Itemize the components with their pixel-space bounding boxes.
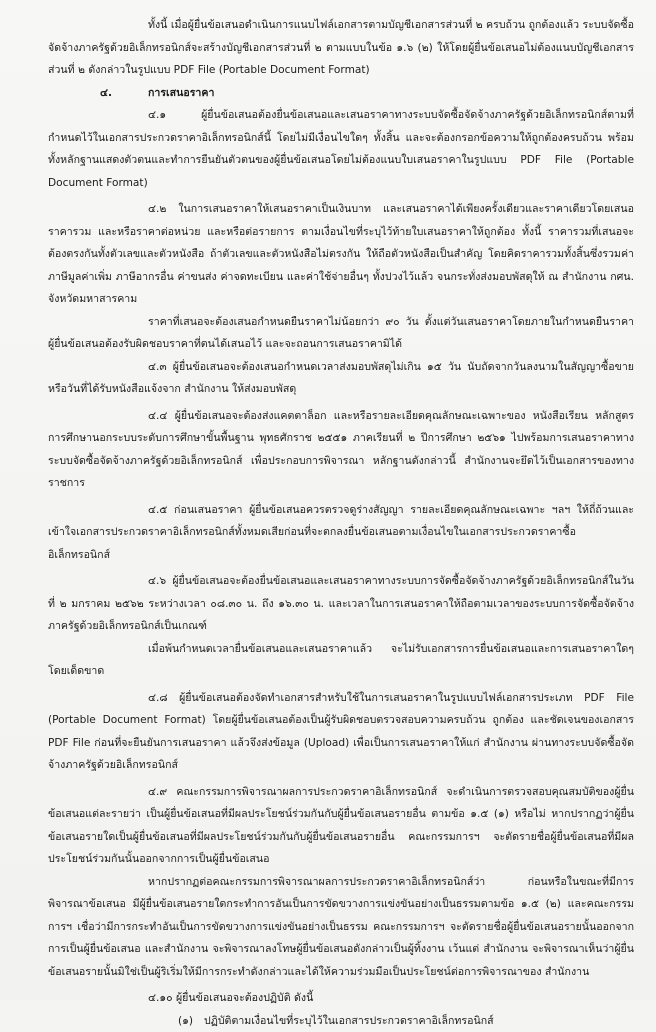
sub-item-1	[48, 1010, 634, 1032]
section-number: ๔.	[100, 82, 148, 105]
sub-item-number: (๑)	[178, 1010, 204, 1032]
paragraph-4-6-deadline: เมื่อพ้นกำหนดเวลายื่นข้อเสนอและเสนอราคาแล้ว จะไม่รับเอกสารการยื่นข้อเสนอและการเสนอราคาใดๆ โดยเด็ดขาด	[48, 638, 634, 683]
section-title: การเสนอราคา	[148, 87, 214, 99]
paragraph-4-9: ๔.๙ คณะกรรมการพิจารณาผลการประกวดราคาอิเล็กทรอนิกส์ จะดำเนินการตรวจสอบคุณสมบัติของผู้ยื่นข้อเสนอแต่ละรายว่า เป็นผู้ยื่นข้อเสนอที่มีผลประโยชน์ร่วมกันกับผู้ยื่นข้อเสนอรายอื่น ตามข้อ ๑.๕ (๑) หรือไม่ หากปรากฏว่าผู้ยื่นข้อเสนอรายใดเป็นผู้ยื่นข้อเสนอที่มีผลประโยชน์ร่วมกันกับผู้ยื่นข้อเสนอรายอื่น คณะกรรมการฯ จะตัดรายชื่อผู้ยื่นข้อเสนอที่มีผลประโยชน์ร่วมกันนั้นออกจากการเป็นผู้ยื่นข้อเสนอ	[48, 781, 634, 871]
intro-paragraph: ทั้งนี้ เมื่อผู้ยื่นข้อเสนอดำเนินการแนบไฟล์เอกสารตามบัญชีเอกสารส่วนที่ ๒ ครบถ้วน ถูกต้องแล้ว ระบบจัดซื้อจัดจ้างภาครัฐด้วยอิเล็กทรอนิกส์จะสร้างบัญชีเอกสารส่วนที่ ๒ ตามแบบในข้อ ๑.๖ (๒) ให้โดยผู้ยื่นข้อเสนอไม่ต้องแนบบัญชีเอกสารส่วนที่ ๒ ดังกล่าวในรูปแบบ PDF File (Portable Document Format)	[48, 14, 634, 82]
paragraph-4-4: ๔.๔ ผู้ยื่นข้อเสนอจะต้องส่งแคตตาล็อก และหรือรายละเอียดคุณลักษณะเฉพาะของ หนังสือเรียน หลักสูตรการศึกษานอกระบบระดับการศึกษาขั้นพื้นฐาน พุทธศักราช ๒๕๕๑ ภาคเรียนที่ ๒ ปีการศึกษา ๒๕๖๑ ไปพร้อมการเสนอราคาทางระบบจัดซื้อจัดจ้างภาครัฐด้วยอิเล็กทรอนิกส์ เพื่อประกอบการพิจารณา หลักฐานดังกล่าวนี้ สำนักงานจะยึดไว้เป็นเอกสารของทางราชการ	[48, 405, 634, 495]
section-heading	[48, 82, 634, 105]
paragraph-4-2-price-validity: ราคาที่เสนอจะต้องเสนอกำหนดยืนราคาไม่น้อยกว่า ๙๐ วัน ตั้งแต่วันเสนอราคาโดยภายในกำหนดยืนราคา ผู้ยื่นข้อเสนอต้องรับผิดชอบราคาที่ตนได้เสนอไว้ และจะถอนการเสนอราคามิได้	[48, 311, 634, 356]
sub-item-text: ปฏิบัติตามเงื่อนไขที่ระบุไว้ในเอกสารประกวดราคาอิเล็กทรอนิกส์	[204, 1015, 494, 1027]
document-body	[48, 14, 634, 1032]
paragraph-4-10: ๔.๑๐ ผู้ยื่นข้อเสนอจะต้องปฏิบัติ ดังนี้	[48, 987, 634, 1010]
paragraph-4-3: ๔.๓ ผู้ยื่นข้อเสนอจะต้องเสนอกำหนดเวลาส่งมอบพัสดุไม่เกิน ๑๕ วัน นับถัดจากวันลงนามในสัญญาซื้อขาย หรือวันที่ได้รับหนังสือแจ้งจาก สำนักงาน ให้ส่งมอบพัสดุ	[48, 356, 634, 401]
paragraph-4-9-obstruction: หากปรากฏต่อคณะกรรมการพิจารณาผลการประกวดราคาอิเล็กทรอนิกส์ว่า ก่อนหรือในขณะที่มีการพิจารณาข้อเสนอ มีผู้ยื่นข้อเสนอรายใดกระทำการอันเป็นการขัดขวางการแข่งขันอย่างเป็นธรรมตามข้อ ๑.๕ (๒) และคณะกรรมการฯ เชื่อว่ามีการกระทำอันเป็นการขัดขวางการแข่งขันอย่างเป็นธรรม คณะกรรมการฯ จะตัดรายชื่อผู้ยื่นข้อเสนอรายนั้นออกจากการเป็นผู้ยื่นข้อเสนอ และสำนักงาน จะพิจารณาลงโทษผู้ยื่นข้อเสนอดังกล่าวเป็นผู้ทิ้งงาน เว้นแต่ สำนักงาน จะพิจารณาเห็นว่าผู้ยื่นข้อเสนอรายนั้นมิใช่เป็นผู้ริเริ่มให้มีการกระทำดังกล่าวและได้ให้ความร่วมมือเป็นประโยชน์ต่อการพิจารณาของ สำนักงาน	[48, 871, 634, 984]
paragraph-4-8: ๔.๘ ผู้ยื่นข้อเสนอต้องจัดทำเอกสารสำหรับใช้ในการเสนอราคาในรูปแบบไฟล์เอกสารประเภท PDF File (Portable Document Format) โดยผู้ยื่นข้อเสนอต้องเป็นผู้รับผิดชอบตรวจสอบความครบถ้วน ถูกต้อง และชัดเจนของเอกสาร PDF File ก่อนที่จะยืนยันการเสนอราคา แล้วจึงส่งข้อมูล (Upload) เพื่อเป็นการเสนอราคาให้แก่ สำนักงาน ผ่านทางระบบจัดซื้อจัดจ้างภาครัฐด้วยอิเล็กทรอนิกส์	[48, 687, 634, 777]
paragraph-4-1: ๔.๑ ผู้ยื่นข้อเสนอต้องยื่นข้อเสนอและเสนอราคาทางระบบจัดซื้อจัดจ้างภาครัฐด้วยอิเล็กทรอนิกส์ตามที่กำหนดไว้ในเอกสารประกวดราคาอิเล็กทรอนิกส์นี้ โดยไม่มีเงื่อนไขใดๆ ทั้งสิ้น และจะต้องกรอกข้อความให้ถูกต้องครบถ้วน พร้อมทั้งหลักฐานแสดงตัวตนและทำการยืนยันตัวตนของผู้ยื่นข้อเสนอโดยไม่ต้องแนบใบเสนอราคาในรูปแบบ PDF File (Portable Document Format)	[48, 104, 634, 194]
paragraph-4-5: ๔.๕ ก่อนเสนอราคา ผู้ยื่นข้อเสนอควรตรวจดูร่างสัญญา รายละเอียดคุณลักษณะเฉพาะ ฯลฯ ให้ถี่ถ้วนและเข้าใจเอกสารประกวดราคาอิเล็กทรอนิกส์ทั้งหมดเสียก่อนที่จะตกลงยื่นข้อเสนอตามเงื่อนไขในเอกสารประกวดราคาซื้ออิเล็กทรอนิกส์	[48, 499, 634, 567]
paragraph-4-6: ๔.๖ ผู้ยื่นข้อเสนอจะต้องยื่นข้อเสนอและเสนอราคาทางระบบการจัดซื้อจัดจ้างภาครัฐด้วยอิเล็กทรอนิกส์ในวันที่ ๒ มกราคม ๒๕๖๒ ระหว่างเวลา ๐๘.๓๐ น. ถึง ๑๖.๓๐ น. และเวลาในการเสนอราคาให้ถือตามเวลาของระบบการจัดซื้อจัดจ้างภาครัฐด้วยอิเล็กทรอนิกส์เป็นเกณฑ์	[48, 570, 634, 638]
paragraph-4-2: ๔.๒ ในการเสนอราคาให้เสนอราคาเป็นเงินบาท และเสนอราคาได้เพียงครั้งเดียวและราคาเดียวโดยเสนอราคารวม และหรือราคาต่อหน่วย และหรือต่อรายการ ตามเงื่อนไขที่ระบุไว้ท้ายใบเสนอราคาให้ถูกต้อง ทั้งนี้ ราคารวมที่เสนอจะต้องตรงกันทั้งตัวเลขและตัวหนังสือ ถ้าตัวเลขและตัวหนังสือไม่ตรงกัน ให้ถือตัวหนังสือเป็นสำคัญ โดยคิดราคารวมทั้งสิ้นซึ่งรวมค่าภาษีมูลค่าเพิ่ม ภาษีอากรอื่น ค่าขนส่ง ค่าจดทะเบียน และค่าใช้จ่ายอื่นๆ ทั้งปวงไว้แล้ว จนกระทั่งส่งมอบพัสดุให้ ณ สำนักงาน กศน. จังหวัดมหาสารคาม	[48, 198, 634, 311]
